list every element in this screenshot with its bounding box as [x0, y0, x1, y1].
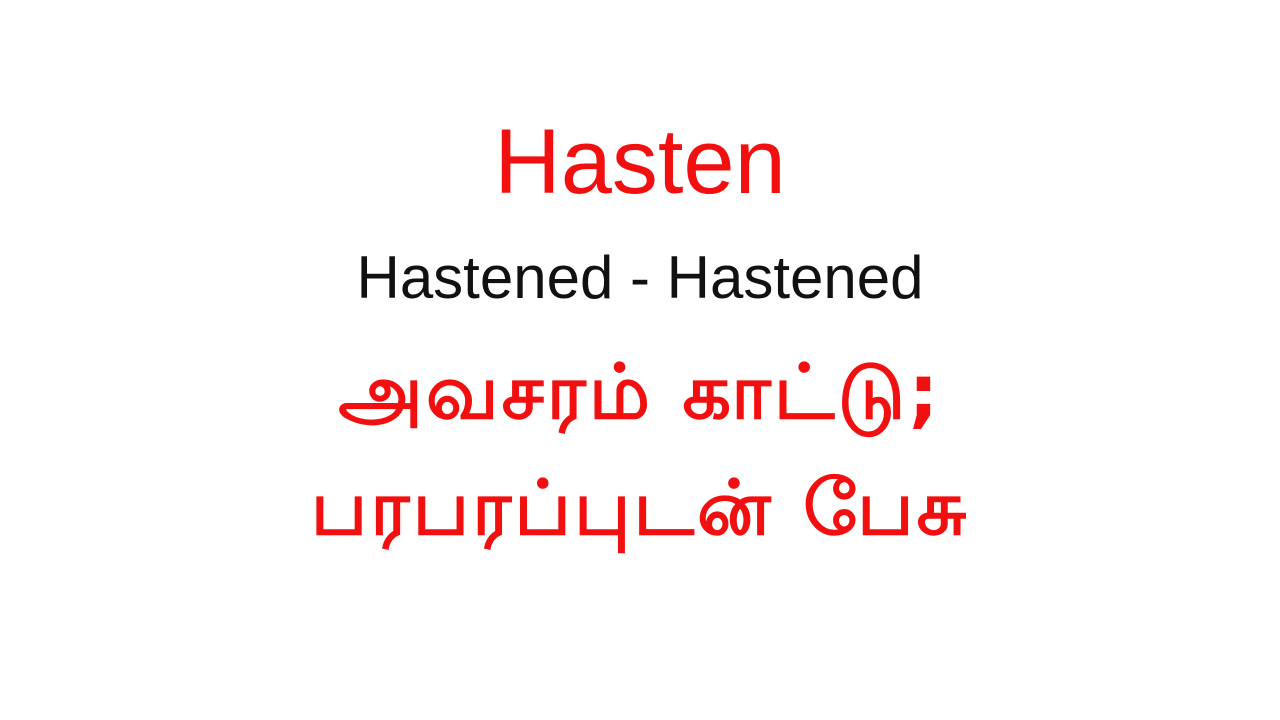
verb-forms: Hastened - Hastened	[356, 244, 924, 311]
tamil-meaning-line-1: அவசரம் காட்டு;	[338, 347, 942, 436]
tamil-meaning-line-2: பரபரப்புடன் பேசு	[310, 463, 970, 552]
headword: Hasten	[494, 111, 786, 213]
